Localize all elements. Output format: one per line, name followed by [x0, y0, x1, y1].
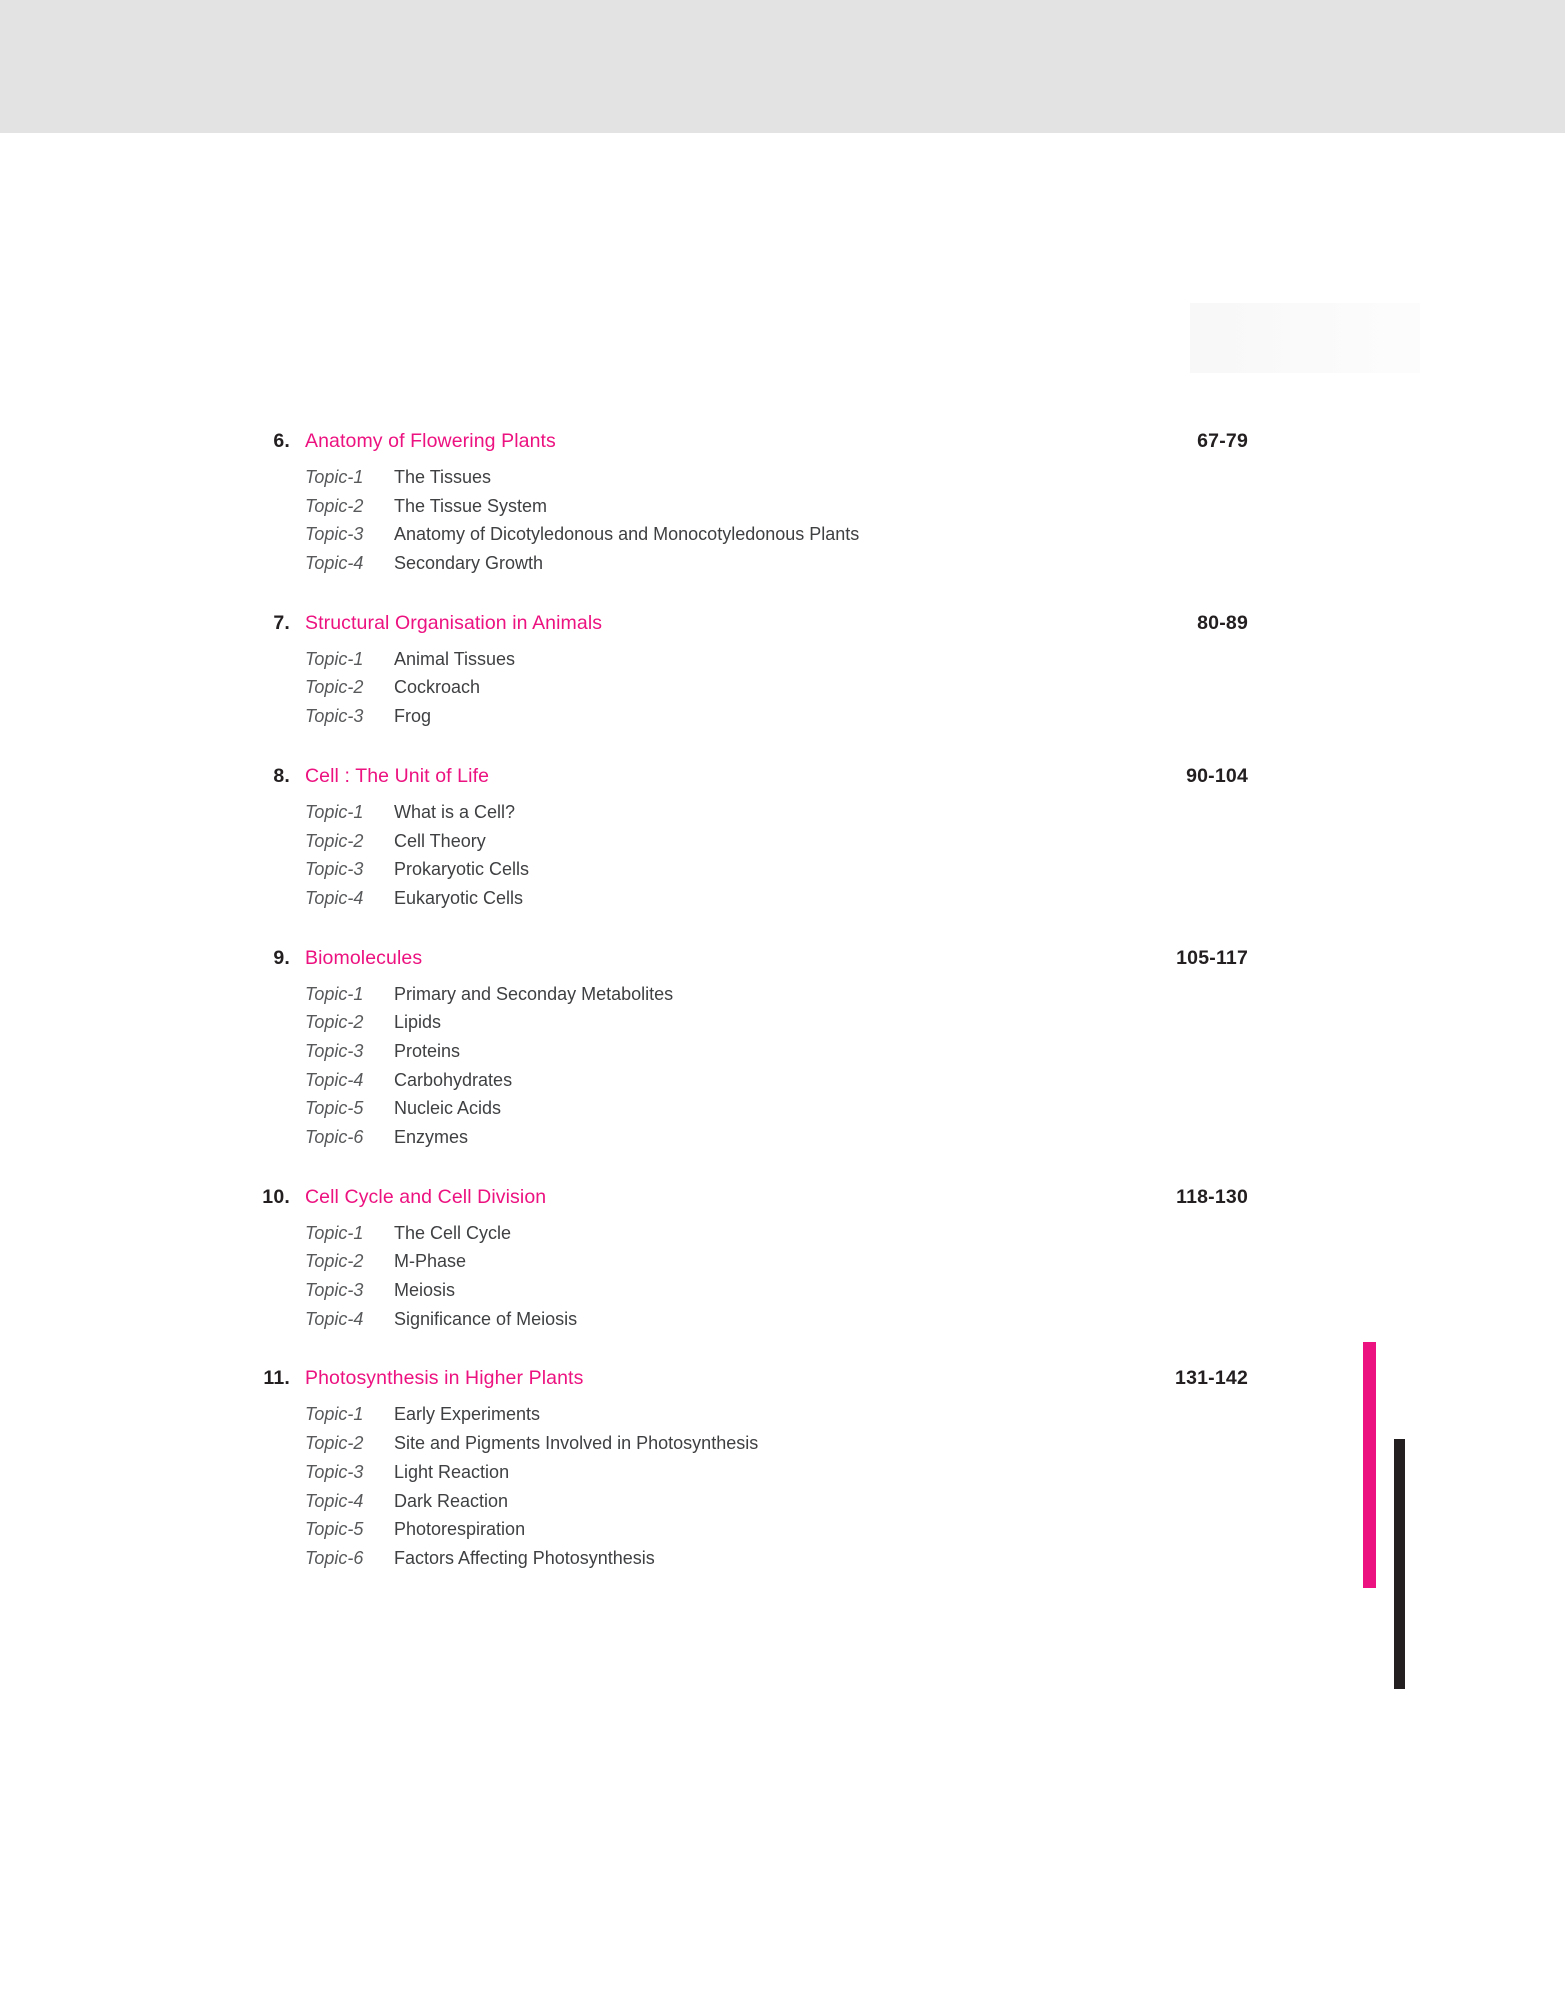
topic-name: What is a Cell?: [394, 801, 516, 822]
toc-topic-row[interactable]: [248, 1462, 1248, 1491]
toc-chapter-header[interactable]: [248, 612, 1248, 642]
table-of-contents: [248, 430, 1248, 1607]
topic-name: Significance of Meiosis: [394, 1308, 578, 1329]
toc-topic-row[interactable]: [248, 706, 1248, 735]
pink-side-bar: [1363, 1342, 1376, 1588]
topic-label: Topic-3: [305, 524, 364, 545]
topic-label: Topic-6: [305, 1547, 364, 1568]
chapter-page-range: 105-117: [1176, 946, 1248, 969]
toc-chapter-header[interactable]: [248, 1367, 1248, 1397]
toc-chapter: [248, 612, 1248, 735]
topic-name: Carbohydrates: [394, 1069, 513, 1090]
toc-topic-row[interactable]: [248, 802, 1248, 831]
toc-chapter-header[interactable]: [248, 430, 1248, 460]
toc-topic-row[interactable]: [248, 524, 1248, 553]
toc-topic-row[interactable]: [248, 888, 1248, 917]
topic-name: Early Experiments: [394, 1404, 541, 1425]
topic-name: Light Reaction: [394, 1461, 510, 1482]
topic-label: Topic-3: [305, 1461, 364, 1482]
topic-label: Topic-4: [305, 553, 364, 574]
topic-name: Eukaryotic Cells: [394, 887, 524, 908]
chapter-number: 6.: [273, 430, 290, 452]
chapter-title[interactable]: Photosynthesis in Higher Plants: [305, 1367, 584, 1390]
toc-chapter: [248, 1186, 1248, 1338]
toc-topic-row[interactable]: [248, 1280, 1248, 1309]
toc-chapter: [248, 947, 1248, 1156]
topic-label: Topic-2: [305, 1012, 364, 1033]
topic-name: Cockroach: [394, 677, 481, 698]
black-side-bar: [1394, 1439, 1405, 1689]
topic-label: Topic-5: [305, 1519, 364, 1540]
topic-label: Topic-2: [305, 830, 364, 851]
page-surface: [0, 133, 1565, 2000]
topic-label: Topic-2: [305, 1433, 364, 1454]
toc-topic-row[interactable]: [248, 1404, 1248, 1433]
chapter-number: 9.: [273, 946, 290, 969]
topic-label: Topic-1: [305, 1222, 364, 1243]
topic-name: The Cell Cycle: [394, 1222, 512, 1243]
chapter-page-range: 67-79: [1197, 430, 1248, 452]
topic-label: Topic-3: [305, 859, 364, 880]
toc-chapter-header[interactable]: [248, 765, 1248, 795]
chapter-page-range: 80-89: [1197, 611, 1248, 634]
topic-label: Topic-1: [305, 648, 364, 669]
chapter-title[interactable]: Structural Organisation in Animals: [305, 611, 603, 634]
topic-label: Topic-6: [305, 1127, 364, 1147]
topic-name: Factors Affecting Photosynthesis: [394, 1547, 655, 1568]
topic-label: Topic-2: [305, 1251, 364, 1272]
topic-label: Topic-1: [305, 1404, 364, 1425]
topic-name: Site and Pigments Involved in Photosynthesis: [394, 1433, 759, 1454]
chapter-title[interactable]: Biomolecules: [305, 946, 423, 969]
toc-topic-row[interactable]: [248, 649, 1248, 678]
topic-name: Cell Theory: [394, 830, 486, 851]
toc-topic-row[interactable]: [248, 1012, 1248, 1041]
topic-label: Topic-3: [305, 1280, 364, 1301]
toc-topic-row[interactable]: [248, 1041, 1248, 1070]
toc-topic-row[interactable]: [248, 1127, 1248, 1156]
topic-name: Frog: [394, 706, 432, 727]
chapter-page-range: 90-104: [1186, 764, 1248, 787]
toc-chapter: [248, 765, 1248, 917]
toc-topic-row[interactable]: [248, 1309, 1248, 1338]
chapter-title[interactable]: Anatomy of Flowering Plants: [305, 430, 556, 452]
topic-label: Topic-1: [305, 983, 364, 1004]
chapter-number: 8.: [273, 764, 290, 787]
topic-label: Topic-2: [305, 677, 364, 698]
topic-label: Topic-5: [305, 1098, 364, 1119]
topic-label: Topic-1: [305, 801, 364, 822]
topic-name: Meiosis: [394, 1280, 456, 1301]
topic-name: Proteins: [394, 1040, 461, 1061]
chapter-number: 10.: [262, 1185, 290, 1208]
toc-topic-row[interactable]: [248, 1519, 1248, 1548]
topic-label: Topic-1: [305, 467, 364, 487]
toc-topic-row[interactable]: [248, 1251, 1248, 1280]
toc-topic-row[interactable]: [248, 677, 1248, 706]
toc-chapter-header[interactable]: [248, 947, 1248, 977]
chapter-number: 11.: [263, 1367, 290, 1390]
page-watermark: [1190, 303, 1420, 373]
topic-name: Enzymes: [394, 1127, 469, 1147]
toc-topic-row[interactable]: [248, 553, 1248, 582]
chapter-title[interactable]: Cell Cycle and Cell Division: [305, 1185, 547, 1208]
topic-name: Prokaryotic Cells: [394, 859, 530, 880]
topic-name: Animal Tissues: [394, 648, 516, 669]
topic-name: Lipids: [394, 1012, 442, 1033]
topic-label: Topic-4: [305, 887, 364, 908]
toc-topic-row[interactable]: [248, 496, 1248, 525]
toc-topic-row[interactable]: [248, 859, 1248, 888]
toc-topic-row[interactable]: [248, 1223, 1248, 1252]
topic-name: Nucleic Acids: [394, 1098, 502, 1119]
chapter-title[interactable]: Cell : The Unit of Life: [305, 764, 490, 787]
topic-name: M-Phase: [394, 1251, 467, 1272]
toc-chapter-header[interactable]: [248, 1186, 1248, 1216]
toc-topic-row[interactable]: [248, 467, 1248, 496]
topic-name: The Tissue System: [394, 495, 548, 516]
toc-topic-row[interactable]: [248, 831, 1248, 860]
topic-name: Secondary Growth: [394, 553, 544, 574]
toc-topic-row[interactable]: [248, 984, 1248, 1013]
topic-label: Topic-3: [305, 1040, 364, 1061]
topic-label: Topic-4: [305, 1308, 364, 1329]
topic-name: Photorespiration: [394, 1519, 526, 1540]
topic-label: Topic-4: [305, 1490, 364, 1511]
toc-chapter: [248, 1367, 1248, 1576]
toc-topic-row[interactable]: [248, 1433, 1248, 1462]
topic-name: Primary and Seconday Metabolites: [394, 983, 674, 1004]
toc-topic-row[interactable]: [248, 1098, 1248, 1127]
topic-label: Topic-3: [305, 706, 364, 727]
topic-label: Topic-4: [305, 1069, 364, 1090]
toc-topic-row[interactable]: [248, 1491, 1248, 1520]
top-gray-band: [0, 0, 1565, 133]
toc-topic-row[interactable]: [248, 1070, 1248, 1099]
toc-topic-row[interactable]: [248, 1548, 1248, 1577]
topic-name: Anatomy of Dicotyledonous and Monocotyledonous Plants: [394, 524, 860, 545]
toc-chapter: [248, 430, 1248, 582]
chapter-number: 7.: [273, 611, 290, 634]
topic-name: Dark Reaction: [394, 1490, 509, 1511]
topic-label: Topic-2: [305, 495, 364, 516]
chapter-page-range: 131-142: [1175, 1367, 1248, 1390]
chapter-page-range: 118-130: [1176, 1185, 1248, 1208]
topic-name: The Tissues: [394, 467, 492, 487]
